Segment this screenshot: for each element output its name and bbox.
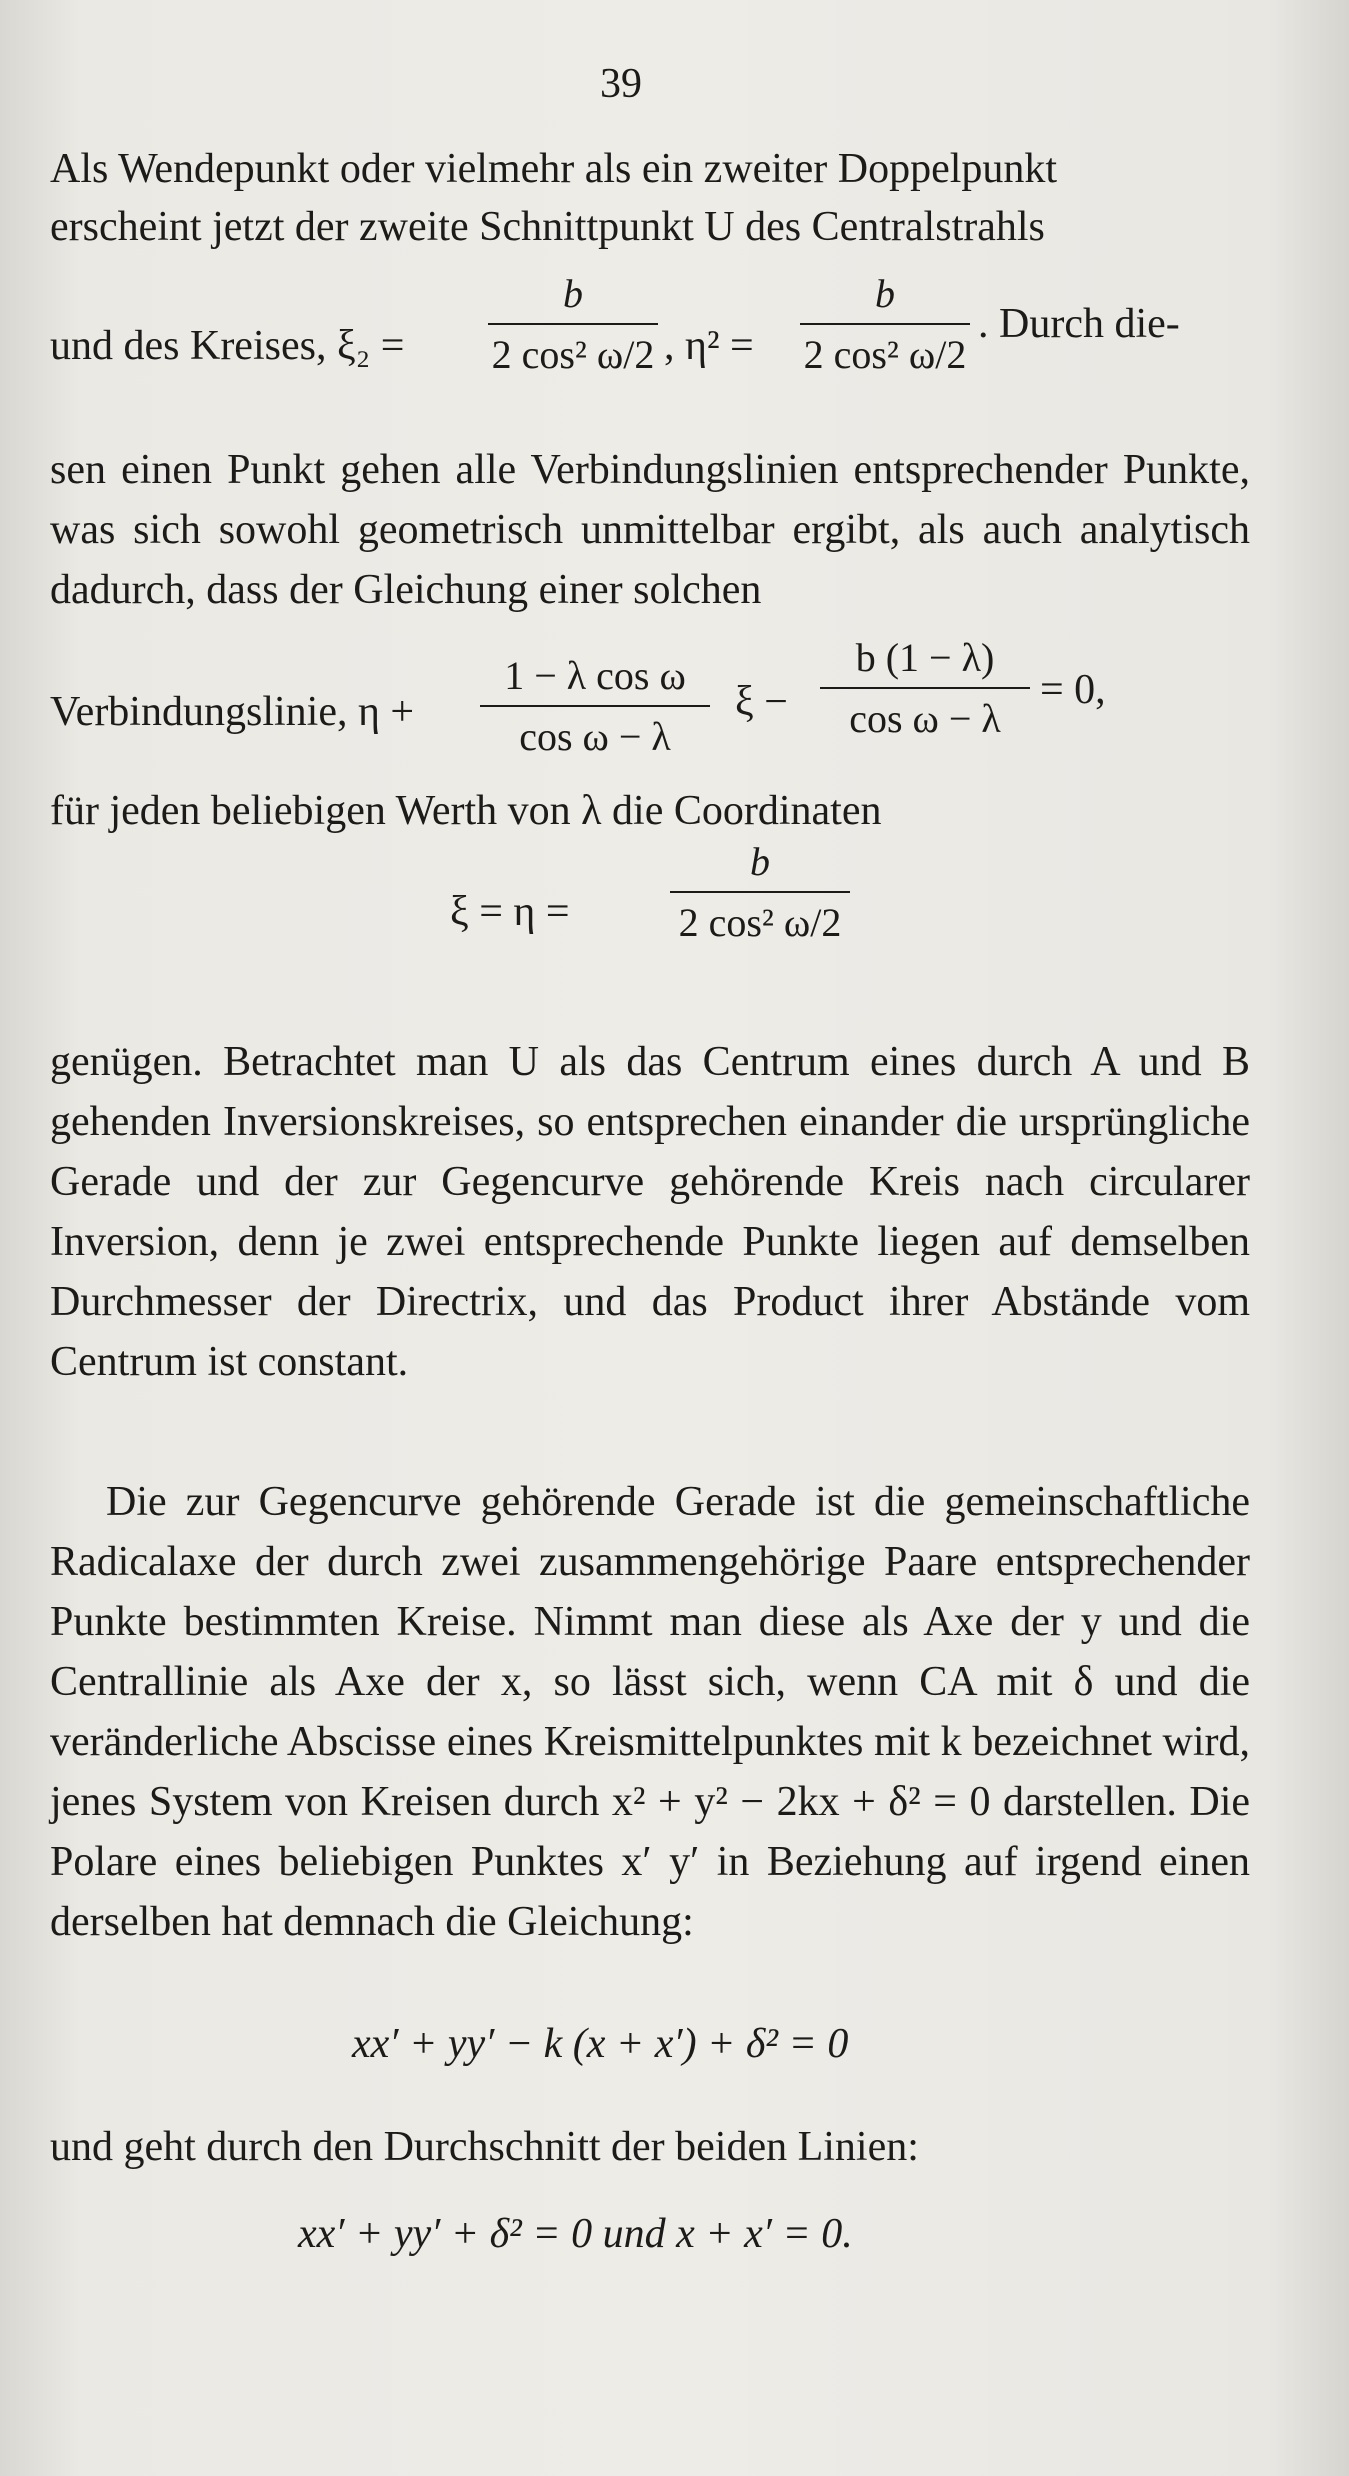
equation-3-fraction bbox=[670, 838, 850, 946]
paragraph-6 bbox=[50, 2118, 1250, 2176]
equation-prefix: und des Kreises, ξ₂ = bbox=[50, 323, 405, 369]
fraction-denominator: 2 cos² ω/2 bbox=[803, 332, 967, 377]
fraction-xi2 bbox=[488, 270, 658, 378]
fraction-numerator: b (1 − λ) bbox=[820, 634, 1030, 689]
paragraph-2 bbox=[50, 440, 1250, 620]
fraction-eta2 bbox=[800, 270, 970, 378]
fraction-denominator: 2 cos² ω/2 bbox=[678, 900, 842, 945]
paragraph-1 bbox=[50, 140, 1250, 256]
fraction-denominator: 2 cos² ω/2 bbox=[491, 332, 655, 377]
equation-2-suffix: = 0, bbox=[1040, 667, 1106, 713]
equation-mid: , η² = bbox=[664, 323, 754, 369]
fraction-numerator: 1 − λ cos ω bbox=[480, 652, 710, 707]
equation-3-prefix: ξ = η = bbox=[450, 889, 570, 935]
fraction-denominator: cos ω − λ bbox=[519, 714, 671, 759]
text-line: für jeden beliebigen Werth von λ die Coordinaten bbox=[50, 788, 882, 834]
equation-4: xx′ + yy′ − k (x + x′) + δ² = 0 bbox=[352, 2021, 849, 2067]
paragraph-text: sen einen Punkt gehen alle Verbindungslinien entsprechender Punkte, was sich sowohl geometrisch unmittelbar ergibt, als auch analytisch dadurch, dass der Gleichung einer solchen bbox=[50, 447, 1250, 613]
page-number: 39 bbox=[600, 61, 642, 107]
fraction-denominator: cos ω − λ bbox=[849, 696, 1001, 741]
equation-2-fraction-1 bbox=[480, 652, 710, 760]
equation-2-prefix: Verbindungslinie, η + bbox=[50, 689, 415, 735]
paragraph-text: genügen. Betrachtet man U als das Centrum eines durch A und B gehenden Inversionskreises, so entsprechen einander die ursprüngliche Gerade und der zur Gegencurve gehörende Kreis nach circularer Inversion, denn je zwei entsprechende Punkte liegen auf demselben Durchmesser der Directrix, und das Product ihrer Abstände vom Centrum ist constant. bbox=[50, 1039, 1250, 1385]
equation-5: xx′ + yy′ + δ² = 0 und x + x′ = 0. bbox=[298, 2211, 853, 2257]
paragraph-3 bbox=[50, 782, 1250, 840]
equation-2-mid: ξ − bbox=[735, 679, 788, 725]
text-line: Als Wendepunkt oder vielmehr als ein zweiter Doppelpunkt bbox=[50, 146, 1058, 192]
fraction-numerator: b bbox=[670, 838, 850, 893]
text-line: und geht durch den Durchschnitt der beiden Linien: bbox=[50, 2124, 919, 2170]
fraction-numerator: b bbox=[800, 270, 970, 325]
equation-2-fraction-2 bbox=[820, 634, 1030, 742]
paragraph-text: Die zur Gegencurve gehörende Gerade ist die gemeinschaftliche Radicalaxe der durch zwei zusammengehörige Paare entsprechender Punkte bestimmten Kreise. Nimmt man diese als Axe der y und die Centrallinie als Axe der x, so lässt sich, wenn CA mit δ und die veränderliche Abscisse eines Kreismittelpunktes mit k bezeichnet wird, jenes System von Kreisen durch x² + y² − 2kx + δ² = 0 darstellen. Die Polare eines beliebigen Punktes x′ y′ in Beziehung auf irgend einen derselben hat demnach die Gleichung: bbox=[50, 1479, 1250, 1945]
paragraph-4 bbox=[50, 1032, 1250, 1392]
text-line: erscheint jetzt der zweite Schnittpunkt U des Centralstrahls bbox=[50, 204, 1045, 250]
equation-suffix: . Durch die- bbox=[978, 301, 1180, 347]
paragraph-5 bbox=[50, 1472, 1250, 1952]
fraction-numerator: b bbox=[488, 270, 658, 325]
